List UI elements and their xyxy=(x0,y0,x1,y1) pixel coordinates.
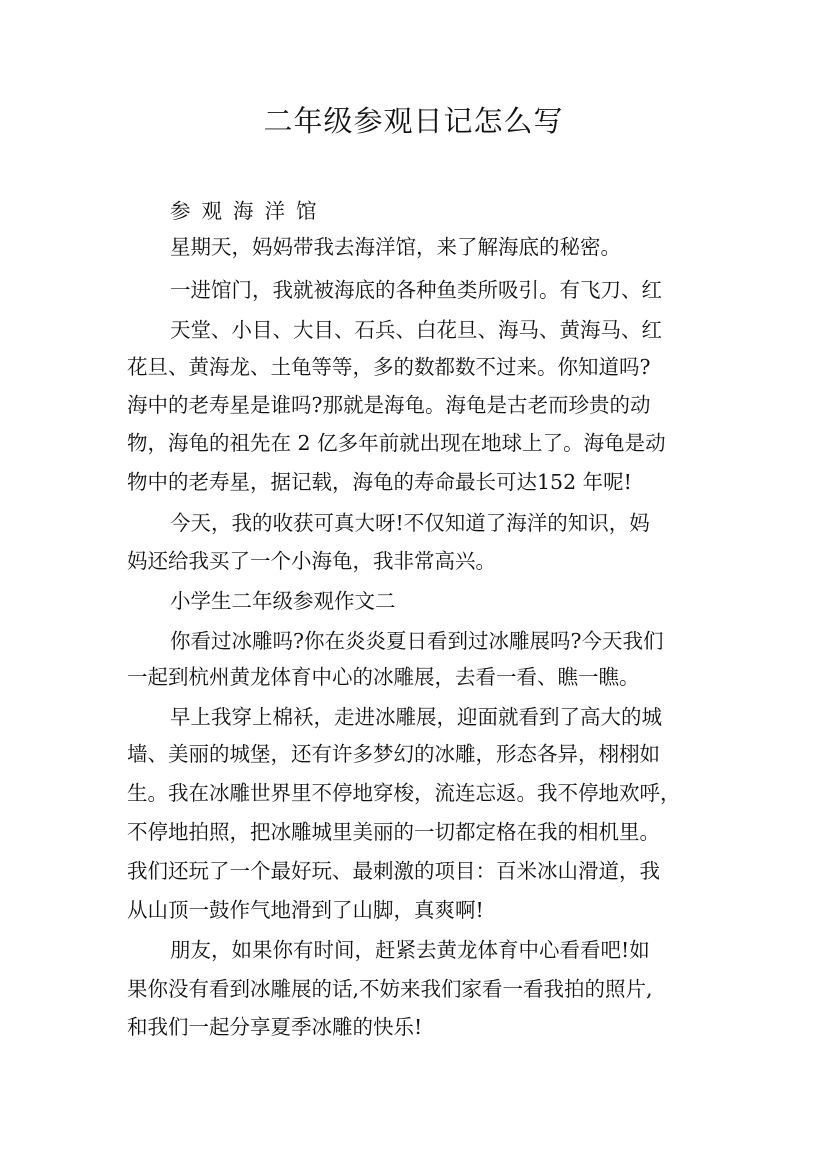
paragraph-line: 从山顶一鼓作气地滑到了山脚，真爽啊! xyxy=(127,898,484,922)
paragraph-line: 物，海龟的祖先在 2 亿多年前就出现在地球上了。海龟是动 xyxy=(127,431,666,455)
paragraph-line: 我们还玩了一个最好玩、最刺激的项目：百米冰山滑道，我 xyxy=(127,859,660,883)
paragraph-line: 花旦、黄海龙、土龟等等，多的数都数不过来。你知道吗? xyxy=(127,355,651,379)
paragraph-line: 一进馆门，我就被海底的各种鱼类所吸引。有飞刀、红 xyxy=(170,278,662,302)
document-title: 二年级参观日记怎么写 xyxy=(263,104,564,138)
paragraph-line: 天堂、小目、大目、石兵、白花旦、海马、黄海马、红 xyxy=(170,318,662,342)
paragraph-line: 不停地拍照，把冰雕城里美丽的一切都定格在我的相机里。 xyxy=(127,820,660,844)
paragraph-line: 你看过冰雕吗?你在炎炎夏日看到过冰雕展吗?今天我们 xyxy=(170,629,664,653)
section-heading: 参观海洋馆 xyxy=(170,199,328,223)
paragraph-line: 物中的老寿星，据记载，海龟的寿命最长可达152 年呢! xyxy=(127,470,632,494)
paragraph-line: 墙、美丽的城堡，还有许多梦幻的冰雕，形态各异，栩栩如 xyxy=(127,742,660,766)
paragraph-line: 一起到杭州黄龙体育中心的冰雕展，去看一看、瞧一瞧。 xyxy=(127,665,640,689)
paragraph-line: 朋友，如果你有时间，赶紧去黄龙体育中心看看吧!如 xyxy=(170,938,650,962)
paragraph-line: 海中的老寿星是谁吗?那就是海龟。海龟是古老而珍贵的动 xyxy=(127,393,651,417)
section-heading: 小学生二年级参观作文二 xyxy=(170,589,396,613)
paragraph-line: 生。我在冰雕世界里不停地穿梭，流连忘返。我不停地欢呼， xyxy=(127,781,681,805)
paragraph-line: 今天，我的收获可真大呀!不仅知道了海洋的知识，妈 xyxy=(170,511,650,535)
paragraph-line: 果你没有看到冰雕展的话,不妨来我们家看一看我拍的照片, xyxy=(127,977,653,1001)
paragraph-line: 和我们一起分享夏季冰雕的快乐! xyxy=(127,1015,423,1039)
paragraph-line: 妈还给我买了一个小海龟，我非常高兴。 xyxy=(127,549,496,573)
paragraph-line: 早上我穿上棉袄，走进冰雕展，迎面就看到了高大的城 xyxy=(170,705,662,729)
paragraph-line: 星期天，妈妈带我去海洋馆，来了解海底的秘密。 xyxy=(170,235,621,259)
